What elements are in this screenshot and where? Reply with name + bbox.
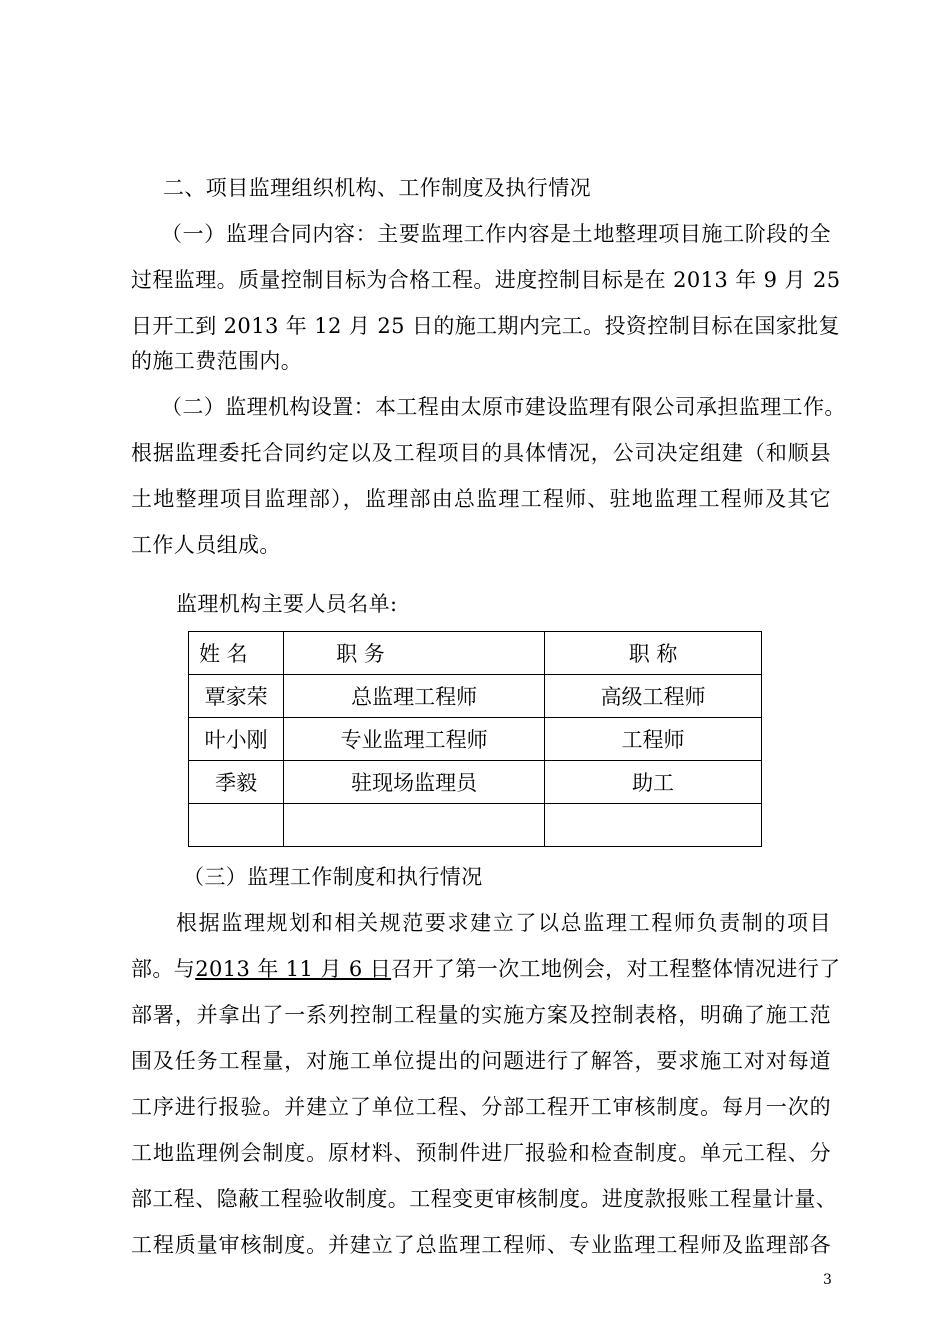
cell-title: 助工 [545, 761, 762, 804]
cell-position: 驻现场监理员 [284, 761, 545, 804]
cell-title [545, 804, 762, 847]
table-row [189, 675, 762, 718]
table-row [189, 761, 762, 804]
table-caption: 监理机构主要人员名单: [176, 592, 398, 616]
table-row [189, 804, 762, 847]
cell-position: 专业监理工程师 [284, 718, 545, 761]
paragraph-line: 围及任务工程量，对施工单位提出的问题进行了解答，要求施工对对每道 [131, 1049, 831, 1073]
paragraph-line: 根据监理规划和相关规范要求建立了以总监理工程师负责制的项目 [176, 911, 831, 935]
paragraph-line: （一）监理合同内容：主要监理工作内容是土地整理项目施工阶段的全 [161, 222, 831, 246]
paragraph-line [131, 955, 841, 983]
header-name: 姓 名 [189, 632, 284, 675]
paragraph-line: 工序进行报验。并建立了单位工程、分部工程开工审核制度。每月一次的 [131, 1095, 831, 1119]
cell-position: 总监理工程师 [284, 675, 545, 718]
page-number: 3 [823, 1272, 832, 1288]
paragraph-line: 工作人员组成。 [131, 533, 281, 557]
subheading: （三）监理工作制度和执行情况 [183, 865, 483, 889]
paragraph-line: 根据监理委托合同约定以及工程项目的具体情况，公司决定组建（和顺县 [131, 441, 831, 465]
meeting-date: 2013 年 11 月 6 日 [195, 957, 392, 981]
paragraph-line: 土地整理项目监理部），监理部由总监理工程师、驻地监理工程师及其它 [131, 487, 831, 511]
paragraph-line: 部工程、隐蔽工程验收制度。工程变更审核制度。进度款报账工程量计量、 [131, 1187, 838, 1211]
cell-title: 高级工程师 [545, 675, 762, 718]
header-title: 职 称 [545, 632, 762, 675]
text-span: 部。与 [131, 957, 196, 981]
paragraph-line: 工程质量审核制度。并建立了总监理工程师、专业监理工程师及监理部各 [131, 1233, 831, 1257]
section-heading: 二、项目监理组织机构、工作制度及执行情况 [163, 176, 591, 200]
text-span: 召开了第一次工地例会，对工程整体情况进行了 [391, 957, 841, 981]
paragraph-line: 工地监理例会制度。原材料、预制件进厂报验和检查制度。单元工程、分 [131, 1141, 831, 1165]
paragraph-line: 部署，并拿出了一系列控制工程量的实施方案及控制表格，明确了施工范 [131, 1003, 831, 1027]
cell-name: 季毅 [189, 761, 284, 804]
table-header-row [189, 632, 762, 675]
table-row [189, 718, 762, 761]
staff-table [188, 631, 762, 847]
cell-name: 叶小刚 [189, 718, 284, 761]
paragraph-line: 日开工到 2013 年 12 月 25 日的施工期内完工。投资控制目标在国家批复 [131, 314, 840, 338]
cell-name [189, 804, 284, 847]
cell-title: 工程师 [545, 718, 762, 761]
header-position: 职 务 [284, 632, 545, 675]
paragraph-line: （二）监理机构设置：本工程由太原市建设监理有限公司承担监理工作。 [161, 395, 846, 419]
paragraph-line: 过程监理。质量控制目标为合格工程。进度控制目标是在 2013 年 9 月 25 [131, 268, 841, 292]
cell-name: 覃家荣 [189, 675, 284, 718]
cell-position [284, 804, 545, 847]
paragraph-line: 的施工费范围内。 [131, 349, 303, 373]
